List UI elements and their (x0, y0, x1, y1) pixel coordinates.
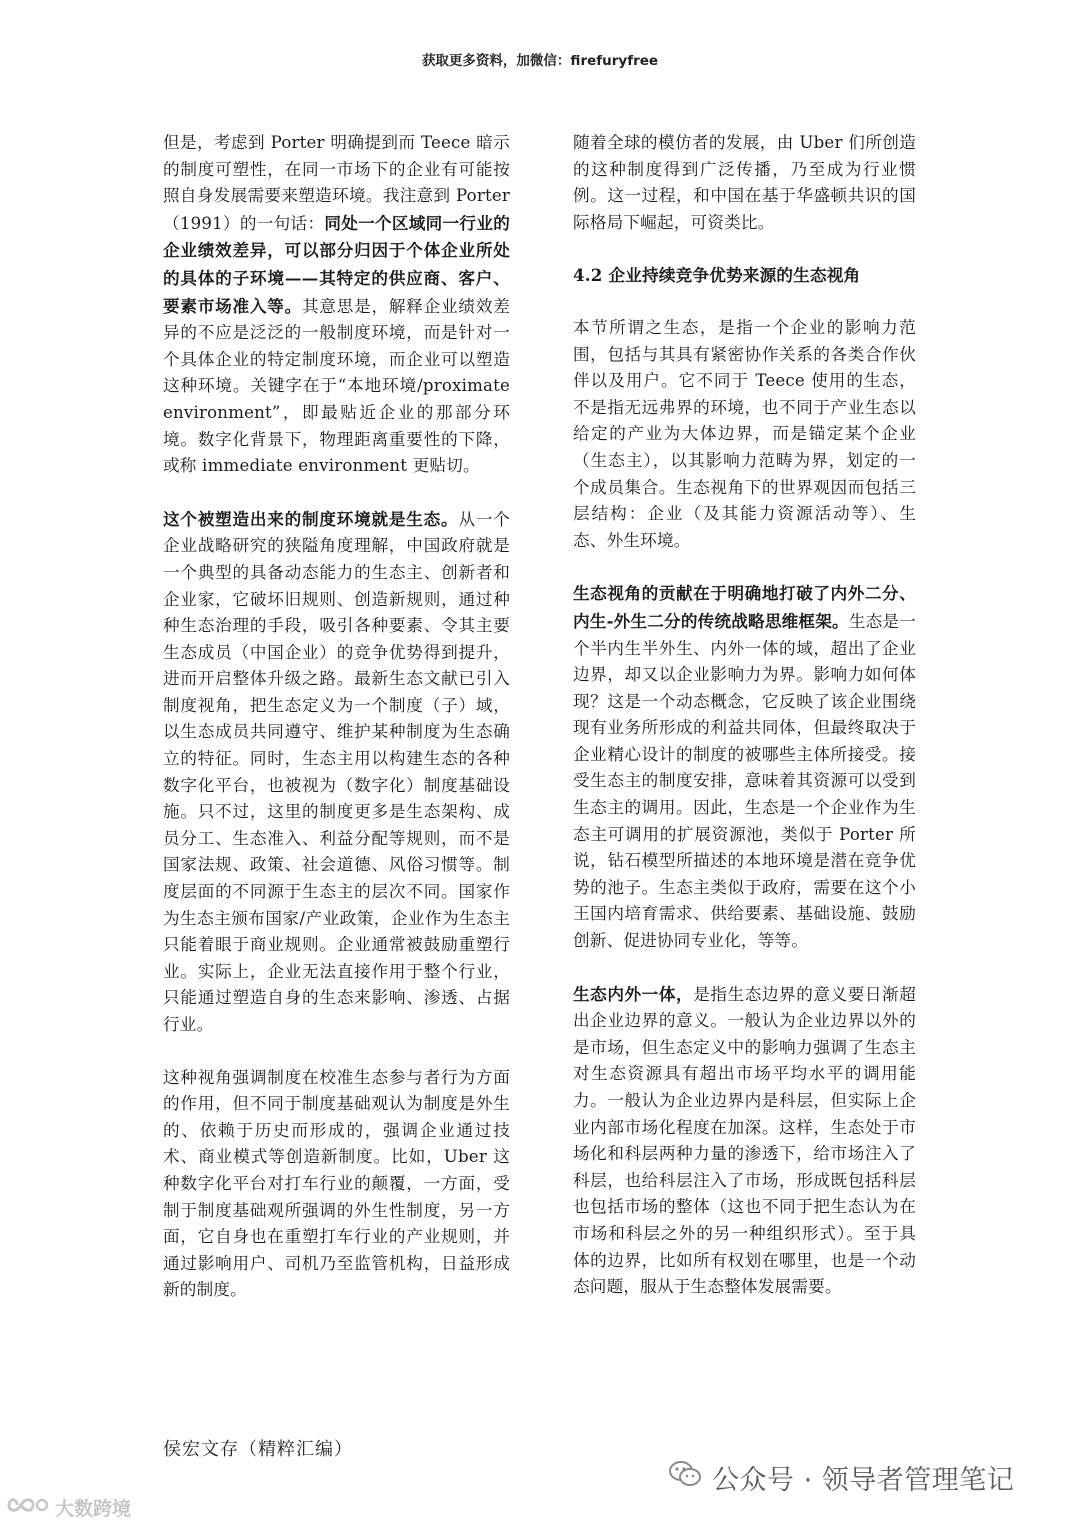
right-paragraph-2: 本节所谓之生态，是指一个企业的影响力范围，包括与其具有紧密协作关系的各类合作伙伴以及用户。它不同于 Teece 使用的生态，不是指无远弗界的环境，也不同于产业生态以给定的产业为大体边界，而是锚定某个企业（生态主），以其影响力范畴为界，划定的一个成员集合。生态视角下的世界观因而包括三层结构：企业（及其能力资源活动等）、生态、外生环境。 (573, 317, 916, 550)
left-paragraph-3: 这种视角强调制度在校准生态参与者行为方面的作用，但不同于制度基础观认为制度是外生的、依赖于历史而形成的，强调企业通过技术、商业模式等创造新制度。比如，Uber 这种数字化平台对打车行业的颠覆，一方面，受制于制度基础观所强调的外生性制度，另一方面，它自身也在重塑打车行业的产业规则，并通过影响用户、司机乃至监管机构，日益形成新的制度。 (163, 1067, 510, 1300)
left-column (163, 130, 510, 1330)
left-p2-rest: 从一个企业战略研究的狭隘角度理解，中国政府就是一个典型的具备动态能力的生态主、创新者和企业家，它破坏旧规则、创造新规则，通过种种生态治理的手段，吸引各种要素、令其主要生态成员（中国企业）的竞争优势得到提升，进而开启整体升级之路。最新生态文献已引入制度视角，把生态定义为一个制度（子）域，以生态成员共同遵守、维护某种制度为生态确立的特征。同时，生态主用以构建生态的各种数字化平台，也被视为（数字化）制度基础设施。只不过，这里的制度更多是生态架构、成员分工、生态准入、利益分配等规则，而不是国家法规、政策、社会道德、风俗习惯等。制度层面的不同源于生态主的层次不同。国家作为生态主颁布国家/产业政策，企业作为生态主只能着眼于商业规则。企业通常被鼓励重塑行业。实际上，企业无法直接作用于整个行业，只能通过塑造自身的生态来影响、渗透、占据行业。 (163, 509, 510, 1034)
right-p3-bold: 生态视角的贡献在于明确地打破了内外二分、内生-外生二分的传统战略思维框架。 (573, 583, 916, 631)
right-column (573, 130, 916, 1327)
wechat-label: 公众号 · 领导者管理笔记 (712, 1465, 1015, 1496)
right-paragraph-3 (573, 580, 916, 954)
watermark (6, 1494, 131, 1521)
left-p1-rest: 其意思是，解释企业绩效差异的不应是泛泛的一般制度环境，而是针对一个具体企业的特定制度环境，而企业可以塑造这种环境。关键字在于“本地环境/proximate environment”，即最贴近企业的那部分环境。数字化背景下，物理距离重要性的下降，或称 immediate environment 更贴切。 (163, 296, 510, 476)
left-paragraph-2 (163, 506, 510, 1039)
left-p1-intro: 但是，考虑到 Porter 明确提到而 Teece 暗示的制度可塑性，在同一市场下的企业有可能按照自身发展需要来塑造环境。我注意到 Porter（1991）的一句话： (163, 133, 510, 233)
right-p4-bold: 生态内外一体， (573, 983, 694, 1004)
wechat-account[interactable] (668, 1458, 1014, 1497)
right-paragraph-4 (573, 981, 916, 1301)
watermark-text: 大数跨境 (55, 1498, 132, 1520)
right-p3-rest: 生态是一个半内生半外生、内外一体的域，超出了企业边界，却又以企业影响力为界。影响力如何体现？这是一个动态概念，它反映了该企业围绕现有业务所形成的利益共同体，但最终取决于企业精心设计的制度的被哪些主体所接受。接受生态主的制度安排，意味着其资源可以受到生态主的调用。因此，生态是一个企业作为生态主可调用的扩展资源池，类似于 Porter 所说，钻石模型所描述的本地环境是潜在竞争优势的池子。生态主类似于政府，需要在这个小王国内培育需求、供给要素、基础设施、鼓励创新、促进协同专业化，等等。 (573, 611, 916, 951)
left-p2-bold: 这个被塑造出来的制度环境就是生态。 (163, 508, 459, 529)
footer-book-title: 侯宏文存（精粹汇编） (163, 1439, 353, 1460)
section-heading: 4.2 企业持续竞争优势来源的生态视角 (573, 265, 861, 286)
header-note: 获取更多资料，加微信：firefuryfree (421, 53, 659, 69)
wechat-icon (668, 1459, 712, 1496)
left-paragraph-1 (163, 130, 510, 480)
right-paragraph-1: 随着全球的模仿者的发展，由 Uber 们所创造的这种制度得到广泛传播，乃至成为行业惯例。这一过程，和中国在基于华盛顿共识的国际格局下崛起，可资类比。 (573, 133, 916, 232)
right-p4-rest: 是指生态边界的意义要日渐超出企业边界的意义。一般认为企业边界以外的是市场，但生态定义中的影响力强调了生态主对生态资源具有超出市场平均水平的调用能力。一般认为企业边界内是科层，但实际上企业内部市场化程度在加深。这样，生态处于市场化和科层两种力量的渗透下，给市场注入了科层，也给科层注入了市场，形成既包括科层也包括市场的整体（这也不同于把生态认为在市场和科层之外的另一种组织形式）。至于具体的边界，比如所有权划在哪里，也是一个动态问题，服从于生态整体发展需要。 (573, 984, 916, 1297)
infinity-logo-icon (6, 1494, 55, 1521)
left-p1-bold: 同处一个区域同一行业的企业绩效差异，可以部分归因于个体企业所处的具体的子环境——其特定的供应商、客户、要素市场准入等。 (163, 212, 511, 316)
